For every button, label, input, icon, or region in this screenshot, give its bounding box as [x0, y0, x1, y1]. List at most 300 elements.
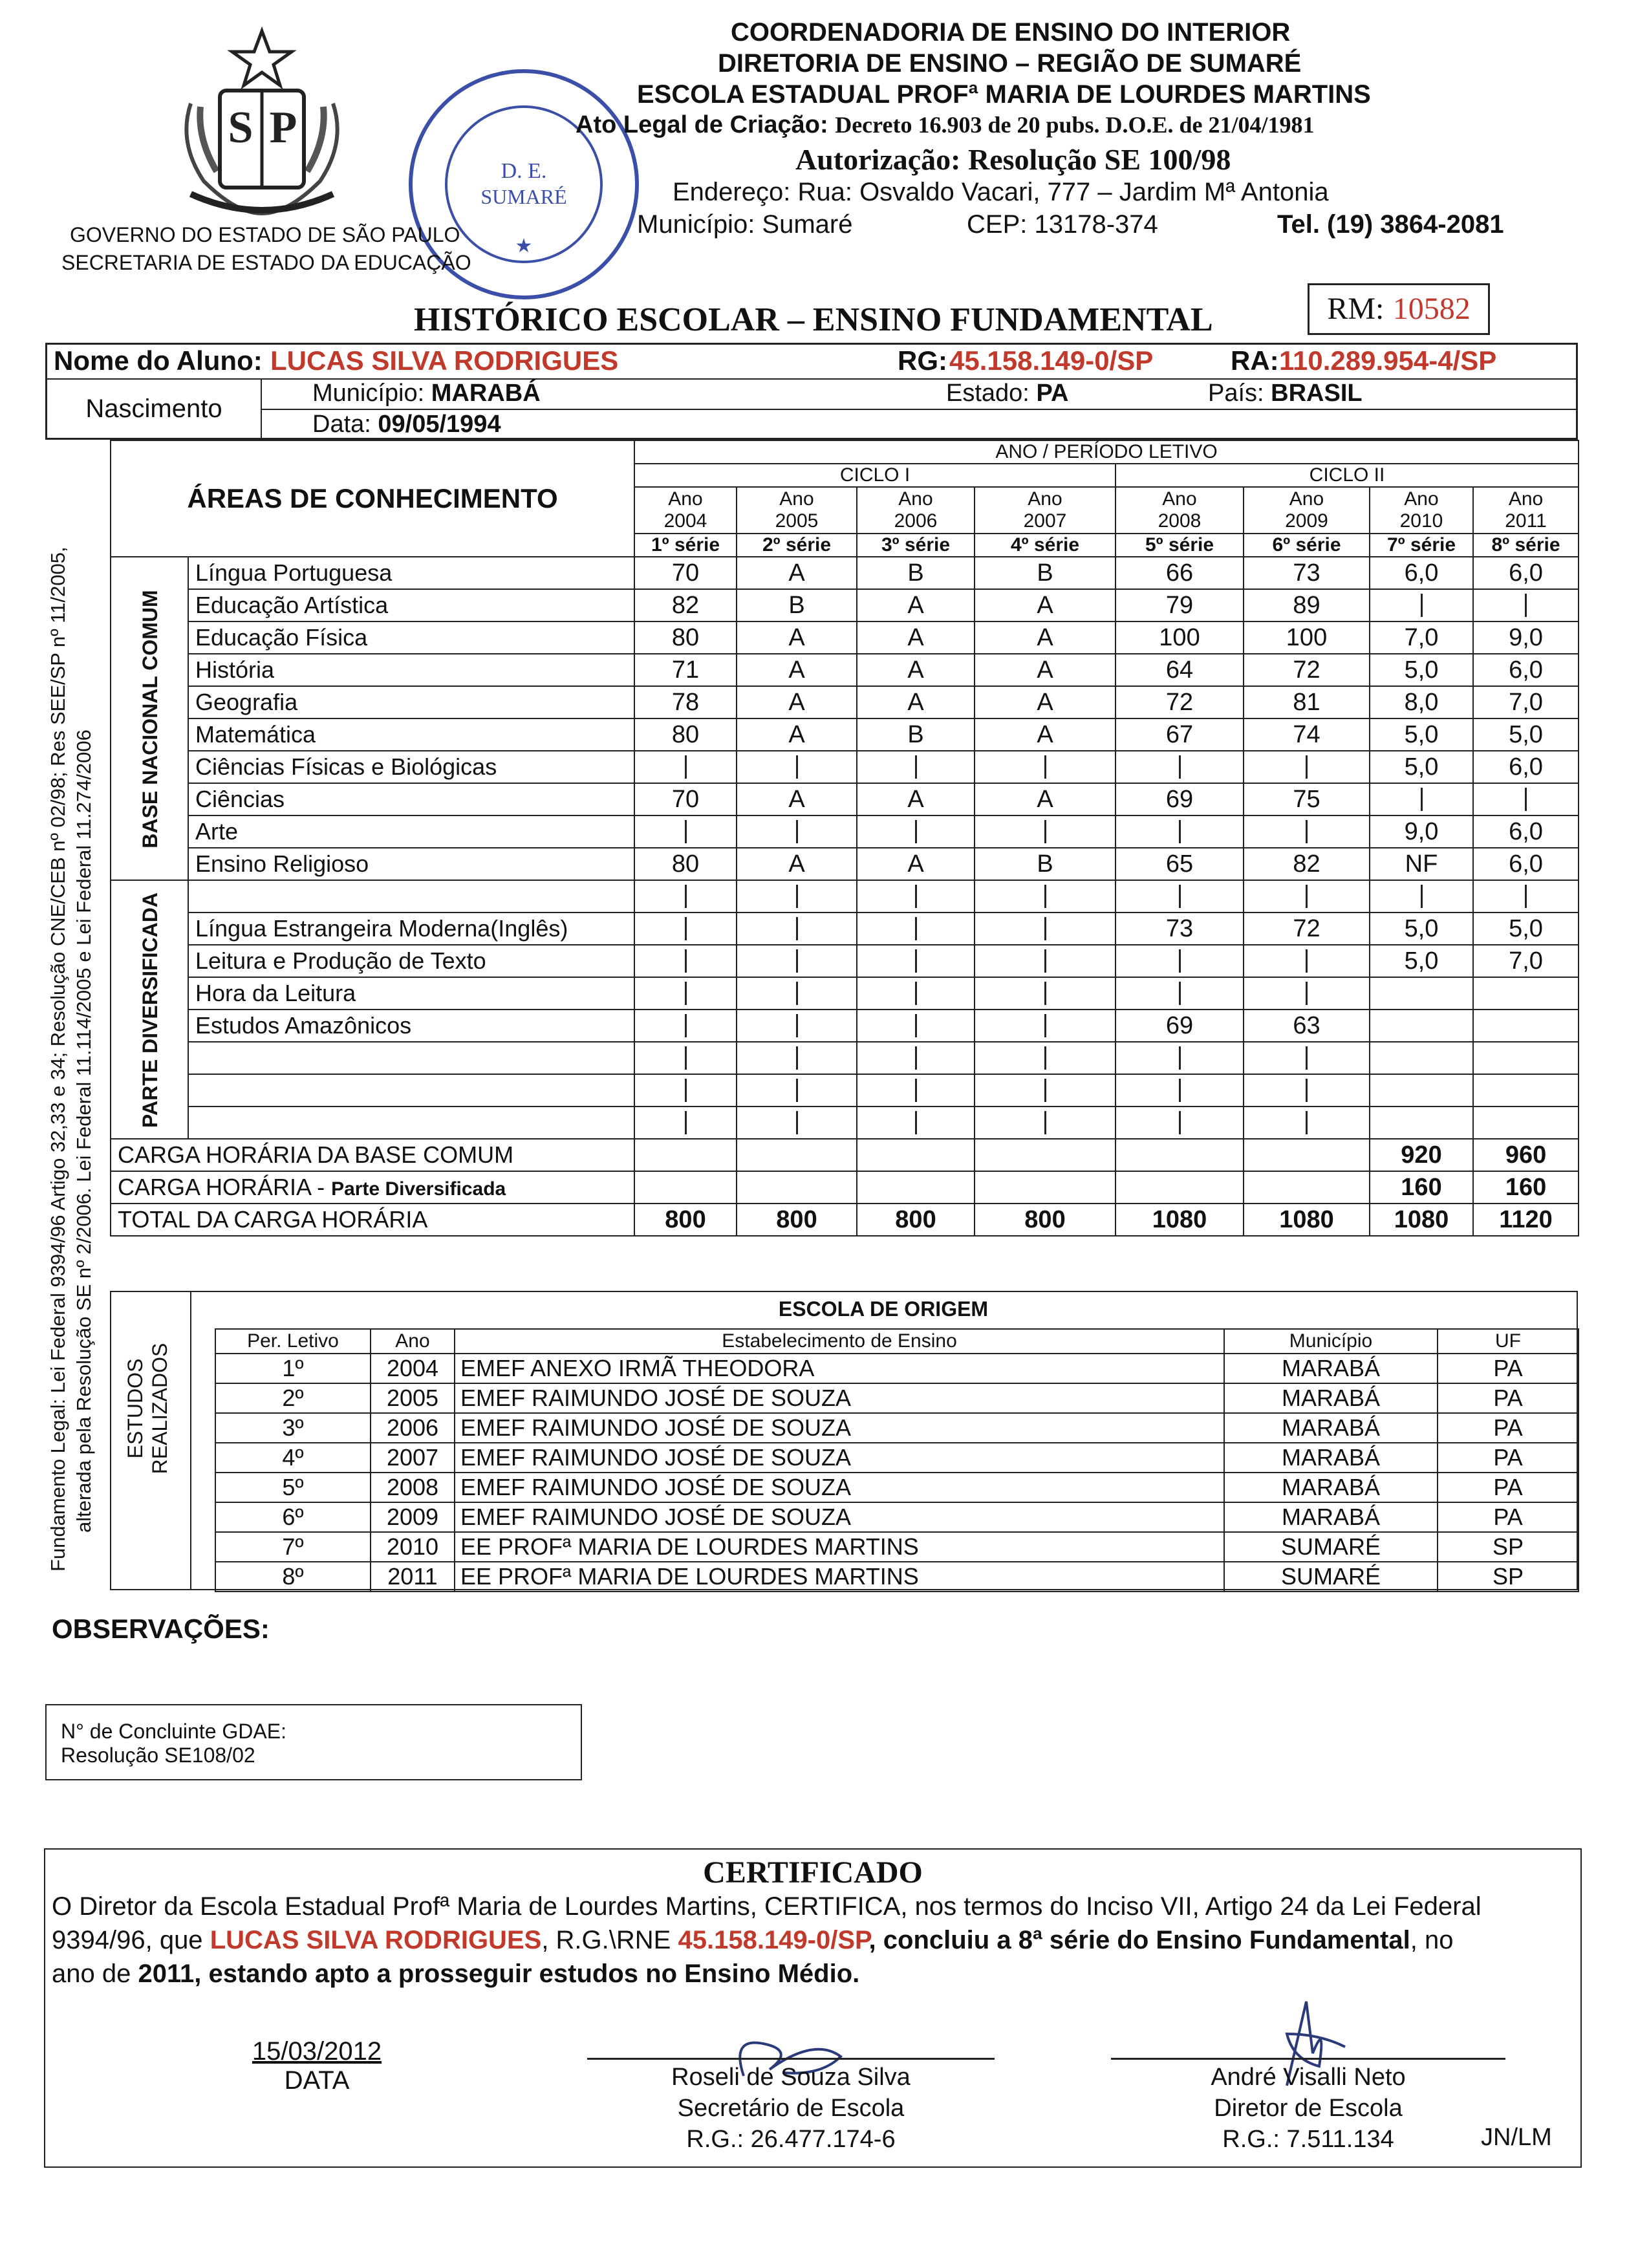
grade-cell: A — [737, 686, 857, 718]
grade-cell-dash — [975, 1010, 1116, 1042]
carga-value — [634, 1139, 737, 1171]
subject-row — [111, 718, 1579, 751]
grade-cell-dash — [634, 1107, 737, 1139]
estudos-side-label: ESTUDOS REALIZADOS — [124, 1343, 171, 1474]
grade-cell: 80 — [634, 848, 737, 880]
estudos-cell: EMEF ANEXO IRMÃ THEODORA — [455, 1354, 1224, 1383]
carga-value: 800 — [634, 1204, 737, 1236]
director-name: André Visalli Neto — [1211, 2064, 1406, 2091]
grade-cell: 70 — [634, 783, 737, 815]
director-rg: R.G.: 7.511.134 — [1222, 2126, 1394, 2153]
grade-cell-dash — [857, 977, 975, 1010]
grade-cell-dash — [857, 751, 975, 783]
estudos-cell: 5º — [215, 1473, 371, 1502]
grade-cell-dash — [857, 1010, 975, 1042]
grade-cell-dash — [737, 913, 857, 945]
secretaria-label: SECRETARIA DE ESTADO DA EDUCAÇÃO — [61, 251, 471, 274]
estudos-cell: EMEF RAIMUNDO JOSÉ DE SOUZA — [455, 1502, 1224, 1532]
grade-cell: 6,0 — [1473, 848, 1579, 880]
grade-cell: 5,0 — [1370, 751, 1473, 783]
grade-cell: 67 — [1116, 718, 1244, 751]
estudos-header: UF — [1438, 1329, 1579, 1354]
grade-cell — [1473, 1107, 1579, 1139]
name-label: Nome do Aluno: — [54, 345, 263, 376]
grade-cell — [1473, 977, 1579, 1010]
carga-value — [857, 1139, 975, 1171]
estudos-cell: 2011 — [371, 1562, 455, 1592]
grade-cell-dash — [1116, 1107, 1244, 1139]
subject-name: Língua Estrangeira Moderna(Inglês) — [188, 913, 634, 945]
carga-value — [975, 1139, 1116, 1171]
subject-row — [111, 783, 1579, 815]
estudos-cell: PA — [1438, 1502, 1579, 1532]
grade-cell-dash — [1116, 945, 1244, 977]
grade-cell: 71 — [634, 654, 737, 686]
municipio-label: Município: — [312, 380, 425, 407]
serie-header: 7º série — [1370, 534, 1473, 557]
carga-row — [111, 1139, 1579, 1171]
certificado-box — [44, 1848, 1582, 2168]
student-info — [45, 343, 1578, 440]
page-title: HISTÓRICO ESCOLAR – ENSINO FUNDAMENTAL — [414, 301, 1213, 338]
cep: CEP: 13178-374 — [967, 210, 1158, 239]
rg-value: 45.158.149-0/SP — [949, 345, 1154, 376]
grade-cell: 9,0 — [1473, 621, 1579, 654]
grade-cell: 80 — [634, 621, 737, 654]
grade-cell — [1370, 1042, 1473, 1074]
subject-row — [111, 686, 1579, 718]
carga-value — [1244, 1139, 1370, 1171]
ato-legal — [576, 111, 1315, 139]
grades-section — [110, 440, 1578, 1237]
escola-origem-title: ESCOLA DE ORIGEM — [778, 1297, 989, 1321]
grade-cell-dash — [737, 1074, 857, 1107]
year-header — [634, 487, 737, 534]
grade-cell: A — [857, 589, 975, 621]
grade-cell: 81 — [1244, 686, 1370, 718]
carga-row — [111, 1171, 1579, 1204]
carga-label: CARGA HORÁRIA - Parte Diversificada — [111, 1171, 634, 1204]
cert-rg: 45.158.149-0/SP — [678, 1926, 869, 1954]
pais-value: BRASIL — [1271, 380, 1363, 407]
grade-cell: 5,0 — [1370, 718, 1473, 751]
estudos-row — [215, 1473, 1579, 1502]
carga-value: 920 — [1370, 1139, 1473, 1171]
estudos-cell: MARABÁ — [1224, 1383, 1438, 1413]
serie-header: 6º série — [1244, 534, 1370, 557]
grade-cell-dash — [857, 1107, 975, 1139]
grade-cell: 73 — [1116, 913, 1244, 945]
grade-cell: 8,0 — [1370, 686, 1473, 718]
grade-cell-dash — [857, 880, 975, 913]
ciclo-1-label: CICLO I — [634, 464, 1116, 487]
grade-cell-dash — [1116, 815, 1244, 848]
grade-cell-dash — [975, 913, 1116, 945]
grade-cell: 73 — [1244, 557, 1370, 589]
estudos-cell: PA — [1438, 1413, 1579, 1443]
grade-cell: 5,0 — [1473, 913, 1579, 945]
subject-row — [111, 621, 1579, 654]
parte-diversificada-label — [111, 880, 188, 1139]
year-ano-label: Ano — [1028, 488, 1062, 510]
subject-row — [111, 1042, 1579, 1074]
nascimento-label: Nascimento — [47, 378, 262, 440]
grade-cell-dash — [1244, 751, 1370, 783]
grade-cell: 64 — [1116, 654, 1244, 686]
year-header — [737, 487, 857, 534]
grade-cell: 75 — [1244, 783, 1370, 815]
subject-name — [188, 1074, 634, 1107]
subject-name: Educação Física — [188, 621, 634, 654]
subject-row — [111, 945, 1579, 977]
grade-cell — [1473, 1010, 1579, 1042]
serie-header: 8º série — [1473, 534, 1579, 557]
subject-name: Estudos Amazônicos — [188, 1010, 634, 1042]
carga-value: 1080 — [1116, 1204, 1244, 1236]
grade-cell-dash — [1116, 1074, 1244, 1107]
estudos-cell: 2010 — [371, 1532, 455, 1562]
grade-cell: A — [737, 848, 857, 880]
estudos-cell: SUMARÉ — [1224, 1532, 1438, 1562]
estudos-cell: EMEF RAIMUNDO JOSÉ DE SOUZA — [455, 1473, 1224, 1502]
grade-cell: A — [737, 621, 857, 654]
year-value: 2006 — [894, 510, 938, 532]
subject-row — [111, 751, 1579, 783]
grade-cell: 78 — [634, 686, 737, 718]
grades-table — [110, 440, 1579, 1237]
estudos-cell: 2004 — [371, 1354, 455, 1383]
grade-cell: NF — [1370, 848, 1473, 880]
grade-cell — [1370, 1107, 1473, 1139]
estudos-row — [215, 1502, 1579, 1532]
secretary-name: Roseli de Souza Silva — [671, 2064, 911, 2091]
estudos-cell: SP — [1438, 1532, 1579, 1562]
grade-cell-dash — [634, 1074, 737, 1107]
year-value: 2007 — [1023, 510, 1067, 532]
grade-cell-dash — [975, 815, 1116, 848]
year-value: 2008 — [1158, 510, 1202, 532]
director-role: Diretor de Escola — [1214, 2095, 1403, 2122]
estudos-cell: MARABÁ — [1224, 1502, 1438, 1532]
estudos-cell: 1º — [215, 1354, 371, 1383]
secretary-rg: R.G.: 26.477.174-6 — [686, 2126, 896, 2153]
svg-text:★: ★ — [515, 235, 533, 257]
grade-cell-dash — [634, 880, 737, 913]
carga-label: CARGA HORÁRIA DA BASE COMUM — [111, 1139, 634, 1171]
grade-cell: A — [857, 848, 975, 880]
subject-name: Ciências — [188, 783, 634, 815]
carga-value — [1116, 1139, 1244, 1171]
subject-name: Ensino Religioso — [188, 848, 634, 880]
grade-cell: A — [975, 686, 1116, 718]
governo-label: GOVERNO DO ESTADO DE SÃO PAULO — [70, 223, 460, 246]
grade-cell: A — [975, 718, 1116, 751]
grade-cell: 6,0 — [1473, 654, 1579, 686]
header-line-1: COORDENADORIA DE ENSINO DO INTERIOR — [731, 18, 1291, 47]
grade-cell-dash — [1244, 977, 1370, 1010]
grade-cell — [1473, 1042, 1579, 1074]
estudos-cell: SUMARÉ — [1224, 1562, 1438, 1592]
date-label: DATA — [284, 2066, 350, 2095]
year-ano-label: Ano — [1404, 488, 1439, 510]
subject-row — [111, 977, 1579, 1010]
year-header — [1370, 487, 1473, 534]
base-nacional-label-text: BASE NACIONAL COMUM — [138, 590, 162, 848]
subject-row — [111, 1074, 1579, 1107]
subject-name: Ciências Físicas e Biológicas — [188, 751, 634, 783]
base-nacional-label — [111, 557, 188, 880]
year-header — [975, 487, 1116, 534]
student-name: LUCAS SILVA RODRIGUES — [270, 345, 619, 376]
subject-row — [111, 1010, 1579, 1042]
autorizacao: Autorização: Resolução SE 100/98 — [795, 143, 1231, 176]
grade-cell: A — [737, 783, 857, 815]
observacoes-label: OBSERVAÇÕES: — [52, 1614, 270, 1644]
grade-cell: A — [737, 718, 857, 751]
year-header — [1473, 487, 1579, 534]
grade-cell-dash — [1244, 1107, 1370, 1139]
grade-cell: A — [975, 783, 1116, 815]
grade-cell-dash — [634, 977, 737, 1010]
grade-cell: 7,0 — [1473, 945, 1579, 977]
grade-cell: 5,0 — [1370, 913, 1473, 945]
ato-label: Ato Legal de Criação: — [576, 111, 828, 138]
legal-basis-text — [45, 440, 110, 1571]
serie-header: 1º série — [634, 534, 737, 557]
rm-label: RM: — [1327, 292, 1385, 326]
grade-cell: A — [857, 783, 975, 815]
grade-cell: 6,0 — [1473, 557, 1579, 589]
year-value: 2005 — [775, 510, 819, 532]
grade-cell-dash — [737, 751, 857, 783]
serie-header: 2º série — [737, 534, 857, 557]
estudos-cell: 2006 — [371, 1413, 455, 1443]
subject-name: História — [188, 654, 634, 686]
periodo-label: ANO / PERÍODO LETIVO — [634, 440, 1579, 464]
grade-cell-dash — [634, 751, 737, 783]
estudos-header: Município — [1224, 1329, 1438, 1354]
grade-cell: 7,0 — [1473, 686, 1579, 718]
grade-cell: 65 — [1116, 848, 1244, 880]
grade-cell: 82 — [634, 589, 737, 621]
grade-cell-dash — [737, 977, 857, 1010]
birth-date: 09/05/1994 — [378, 411, 501, 438]
grade-cell-dash — [1473, 589, 1579, 621]
year-ano-label: Ano — [1162, 488, 1197, 510]
grade-cell: 6,0 — [1473, 815, 1579, 848]
estudos-cell: SP — [1438, 1562, 1579, 1592]
subject-name: Língua Portuguesa — [188, 557, 634, 589]
grade-cell — [1473, 1074, 1579, 1107]
grade-cell: 89 — [1244, 589, 1370, 621]
grade-cell-dash — [975, 1107, 1116, 1139]
estudos-cell: 2005 — [371, 1383, 455, 1413]
subject-name — [188, 1042, 634, 1074]
subject-row — [111, 848, 1579, 880]
carga-row — [111, 1204, 1579, 1236]
grade-cell-dash — [1244, 880, 1370, 913]
carga-value — [975, 1171, 1116, 1204]
grade-cell: 100 — [1116, 621, 1244, 654]
school-name: ESCOLA ESTADUAL PROFª MARIA DE LOURDES MARTINS — [637, 80, 1371, 109]
legal-basis-line-2: alterada pela Resolução SE nº 2/2006. Lei Federal 11.114/2005 e Lei Federal 11.274/2006 — [72, 729, 95, 1533]
grade-cell: 66 — [1116, 557, 1244, 589]
grade-cell-dash — [1370, 783, 1473, 815]
grade-cell-dash — [975, 1042, 1116, 1074]
carga-value — [857, 1171, 975, 1204]
grade-cell-dash — [634, 913, 737, 945]
carga-value — [1116, 1171, 1244, 1204]
year-ano-label: Ano — [668, 488, 703, 510]
grade-cell — [1370, 977, 1473, 1010]
gdae-line-1: N° de Concluinte GDAE: — [61, 1720, 286, 1743]
estudos-row — [215, 1383, 1579, 1413]
grade-cell-dash — [634, 815, 737, 848]
grade-cell: 82 — [1244, 848, 1370, 880]
grade-cell: 69 — [1116, 1010, 1244, 1042]
grade-cell: A — [975, 589, 1116, 621]
estudos-header: Estabelecimento de Ensino — [455, 1329, 1224, 1354]
pais-label: País: — [1208, 380, 1264, 407]
grade-cell: 7,0 — [1370, 621, 1473, 654]
subject-name: Leitura e Produção de Texto — [188, 945, 634, 977]
carga-value: 800 — [857, 1204, 975, 1236]
subject-row — [111, 815, 1579, 848]
year-header — [1116, 487, 1244, 534]
serie-header: 4º série — [975, 534, 1116, 557]
grade-cell-dash — [737, 815, 857, 848]
subject-row — [111, 654, 1579, 686]
carga-value: 1080 — [1370, 1204, 1473, 1236]
grade-cell-dash — [857, 945, 975, 977]
estado-label: Estado: — [946, 380, 1029, 407]
grade-cell: 5,0 — [1370, 945, 1473, 977]
subject-row — [111, 880, 1579, 913]
certificado-title: CERTIFICADO — [703, 1855, 923, 1890]
legal-basis-line-1: Fundamento Legal: Lei Federal 9394/96 Artigo 32,33 e 34; Resolução CNE/CEB nº 02/98; Res SEE/SP nº 11/2005, — [47, 546, 69, 1571]
svg-text:SUMARÉ: SUMARÉ — [480, 185, 567, 208]
year-header — [857, 487, 975, 534]
grade-cell-dash — [634, 1042, 737, 1074]
estudos-cell: EE PROFª MARIA DE LOURDES MARTINS — [455, 1532, 1224, 1562]
estudos-cell: 2007 — [371, 1443, 455, 1473]
cert-student-name: LUCAS SILVA RODRIGUES — [210, 1926, 542, 1954]
ra-value: 110.289.954-4/SP — [1279, 345, 1497, 376]
grade-cell-dash — [975, 977, 1116, 1010]
gdae-box — [45, 1704, 582, 1780]
grade-cell-dash — [1116, 977, 1244, 1010]
estudos-cell: PA — [1438, 1383, 1579, 1413]
grade-cell: B — [975, 848, 1116, 880]
grade-cell-dash — [737, 1042, 857, 1074]
rg-label: RG: — [898, 345, 947, 376]
cert-line-1: O Diretor da Escola Estadual Profª Maria de Lourdes Martins, CERTIFICA, nos termos do Inciso VII, Artigo 24 da Lei Federal — [52, 1892, 1482, 1921]
estudos-cell: MARABÁ — [1224, 1354, 1438, 1383]
grade-cell-dash — [857, 815, 975, 848]
subject-name: Hora da Leitura — [188, 977, 634, 1010]
grade-cell: 63 — [1244, 1010, 1370, 1042]
subject-name: Geografia — [188, 686, 634, 718]
estado-value: PA — [1036, 380, 1069, 407]
grade-cell-dash — [975, 945, 1116, 977]
carga-value — [737, 1139, 857, 1171]
grade-cell: A — [975, 621, 1116, 654]
estudos-cell: PA — [1438, 1443, 1579, 1473]
grade-cell-dash — [1244, 1042, 1370, 1074]
grade-cell-dash — [1370, 589, 1473, 621]
estudos-row — [215, 1562, 1579, 1592]
carga-value: 160 — [1473, 1171, 1579, 1204]
estudos-cell: EE PROFª MARIA DE LOURDES MARTINS — [455, 1562, 1224, 1592]
grade-cell: 72 — [1244, 913, 1370, 945]
estudos-cell: PA — [1438, 1473, 1579, 1502]
year-ano-label: Ano — [1508, 488, 1544, 510]
grade-cell: A — [975, 654, 1116, 686]
serie-header: 3º série — [857, 534, 975, 557]
grade-cell: 80 — [634, 718, 737, 751]
grade-cell-dash — [975, 1074, 1116, 1107]
year-ano-label: Ano — [779, 488, 814, 510]
grade-cell-dash — [634, 945, 737, 977]
rm-box — [1308, 283, 1490, 335]
subject-name: Matemática — [188, 718, 634, 751]
svg-text:D. E.: D. E. — [501, 159, 547, 183]
grade-cell: A — [857, 621, 975, 654]
year-ano-label: Ano — [1289, 488, 1324, 510]
grade-cell-dash — [975, 751, 1116, 783]
initials: JN/LM — [1481, 2124, 1552, 2151]
estudos-cell: 7º — [215, 1532, 371, 1562]
grade-cell: B — [857, 718, 975, 751]
grade-cell: A — [737, 557, 857, 589]
estudos-cell: 2008 — [371, 1473, 455, 1502]
subject-name: Arte — [188, 815, 634, 848]
cert-line-3: ano de 2011, estando apto a prosseguir estudos no Ensino Médio. — [52, 1960, 860, 1988]
subject-row — [111, 589, 1579, 621]
grade-cell: B — [857, 557, 975, 589]
grade-cell-dash — [1244, 945, 1370, 977]
year-header — [1244, 487, 1370, 534]
ato-detail: Decreto 16.903 de 20 pubs. D.O.E. de 21/04/1981 — [835, 112, 1315, 138]
estudos-cell: 2009 — [371, 1502, 455, 1532]
grade-cell: 6,0 — [1370, 557, 1473, 589]
coat-of-arms-icon — [165, 26, 359, 220]
serie-header: 5º série — [1116, 534, 1244, 557]
cert-line-2: 9394/96, que LUCAS SILVA RODRIGUES, R.G.\RNE 45.158.149-0/SP, concluiu a 8ª série do Ensino Fundamental, no — [52, 1926, 1454, 1954]
municipio-value: MARABÁ — [431, 380, 541, 407]
grade-cell-dash — [1116, 1042, 1244, 1074]
estudos-table — [215, 1328, 1579, 1592]
estudos-cell: PA — [1438, 1354, 1579, 1383]
rm-value: 10582 — [1392, 292, 1471, 326]
carga-label: TOTAL DA CARGA HORÁRIA — [111, 1204, 634, 1236]
carga-value — [634, 1171, 737, 1204]
svg-text:P: P — [269, 103, 297, 153]
carga-value — [1244, 1171, 1370, 1204]
grade-cell: 72 — [1244, 654, 1370, 686]
estudos-row — [215, 1354, 1579, 1383]
estudos-cell: 6º — [215, 1502, 371, 1532]
year-value: 2011 — [1505, 510, 1547, 532]
secretary-role: Secretário de Escola — [677, 2095, 905, 2122]
areas-label: ÁREAS DE CONHECIMENTO — [111, 440, 634, 557]
subject-row — [111, 913, 1579, 945]
grade-cell: 79 — [1116, 589, 1244, 621]
grade-cell-dash — [1244, 815, 1370, 848]
grade-cell: 69 — [1116, 783, 1244, 815]
estudos-cell: MARABÁ — [1224, 1473, 1438, 1502]
estudos-cell: 8º — [215, 1562, 371, 1592]
